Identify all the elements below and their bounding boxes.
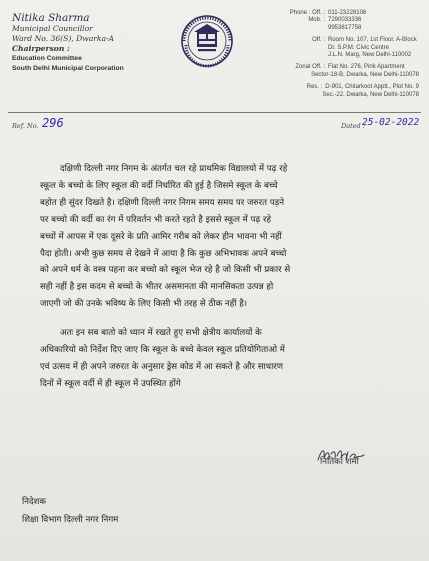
office-address-1: Room No. 107, 1st Floor, A-Block	[328, 37, 417, 44]
chair-label: Chairperson :	[12, 44, 70, 53]
signature-name: नितिका शर्मा	[320, 457, 359, 467]
date-label: Dated :	[341, 122, 365, 130]
body-line: पर बच्चो की वर्दी का रंग में परिवर्तन भी करते रहते है इससे स्कूल में पढ़ रहे	[40, 214, 272, 225]
ref-label: Ref. No.	[12, 122, 39, 130]
office-label: Off. :	[312, 37, 325, 44]
paragraph-2	[40, 325, 390, 393]
zonal-address-1: Flat No. 276, Pink Apartment	[328, 64, 405, 71]
zonal-label: Zonal Off. :	[295, 64, 325, 71]
office-address-2: Dr. S.P.M. Civic Centre	[328, 44, 389, 51]
letterhead-contacts	[269, 10, 419, 99]
phone-label: Phone : Off. :	[289, 10, 325, 16]
office-phone: 011-23228106	[328, 10, 367, 16]
residence-address-2: Sec.-22, Dwarka, New Delhi-110078	[322, 91, 419, 98]
body-line: एवं उत्सव में ही अपने जरुरत के अनुसार ड्रेस कोड में आ सकते है और साधारण	[40, 361, 284, 372]
header-divider	[8, 112, 421, 113]
body-line: बहोत ही सुंदर दिखते है। दक्षिणी दिल्ली नगर निगम समय समय पर जरुरत पड़ने	[40, 197, 284, 208]
body-line: दक्षिणी दिल्ली नगर निगम के अंतर्गत चल रहे प्राथमिक विद्यालयो में पढ़ रहे	[60, 164, 288, 174]
mobile-number-1: 7290033336	[328, 17, 362, 24]
body-line: अतः इन सब बातो को ध्यान में रखते हुए सभी क्षेत्रीय कार्यालयों के	[60, 328, 262, 339]
residence-label: Res. :	[306, 84, 323, 91]
date-value: 25-02-2022	[362, 117, 420, 128]
councillor-name: Nitika Sharma	[12, 12, 90, 24]
body-line: जाएगी जो की उनके भविष्य के लिए किसी भी तरह से ठीक नहीं है।	[40, 299, 248, 310]
body-line: दिनों में स्कूल वर्दी में ही स्कूल में उपस्थित होंगे	[40, 378, 181, 389]
residence-address-1: D-901, Chitarkoot Apptt., Plot No. 9	[325, 84, 419, 91]
letter-body	[40, 161, 390, 393]
ref-number: 296	[42, 116, 64, 130]
body-line: को अपने धर्म के वस्त्र पहना कर बच्चो को स्कूल भेज रहे है जो किसी भी प्रकार से	[40, 265, 291, 276]
office-address-3: J.L.N. Marg, New Delhi-110002	[328, 52, 412, 59]
body-line: पैदा होती। अभी कुछ समय से देखने में आया है कि कुछ अभिभावक अपने बच्चो	[40, 248, 287, 259]
body-line: सही नहीं है इस कदम से बच्चो के भीतर असमानता की मानसिकता उत्पन्न हो	[40, 282, 274, 293]
corporation-seal-icon	[180, 14, 234, 68]
mobile-label-blank	[269, 25, 328, 32]
zonal-address-2: Sector-18-B, Dwarka, New Delhi-110078	[311, 71, 419, 78]
body-line: स्कूल के बच्चो के लिए स्कूल की वर्दी निर्धारित की हुई है जिसमे स्कूल के बच्चे	[40, 180, 278, 191]
letterhead-left	[12, 12, 172, 74]
body-line: बच्चों में आपस में एक दूसरे के प्रति आमिर गरीब को लेकर हीन भावना भी नहीं	[40, 231, 282, 242]
recipient-designation: निदेशक	[22, 497, 47, 507]
role-line-1: Municipal Councillor	[12, 24, 93, 33]
mobile-label: Mob. :	[308, 17, 325, 24]
recipient-department: शिक्षा विभाग दिल्ली नगर निगम	[22, 515, 119, 525]
corporation-name: South Delhi Municipal Corporation	[12, 65, 124, 72]
mobile-number-2: 9953817758	[328, 24, 362, 31]
paragraph-1	[40, 161, 390, 313]
body-line: अधिकारियो को निर्देश दिए जाए कि स्कूल के बच्चे केवल स्कूल प्रतियोगिताओ में	[40, 345, 285, 356]
role-line-2: Ward No. 36(S), Dwarka-A	[12, 34, 115, 43]
committee-name: Education Committee	[12, 55, 82, 62]
